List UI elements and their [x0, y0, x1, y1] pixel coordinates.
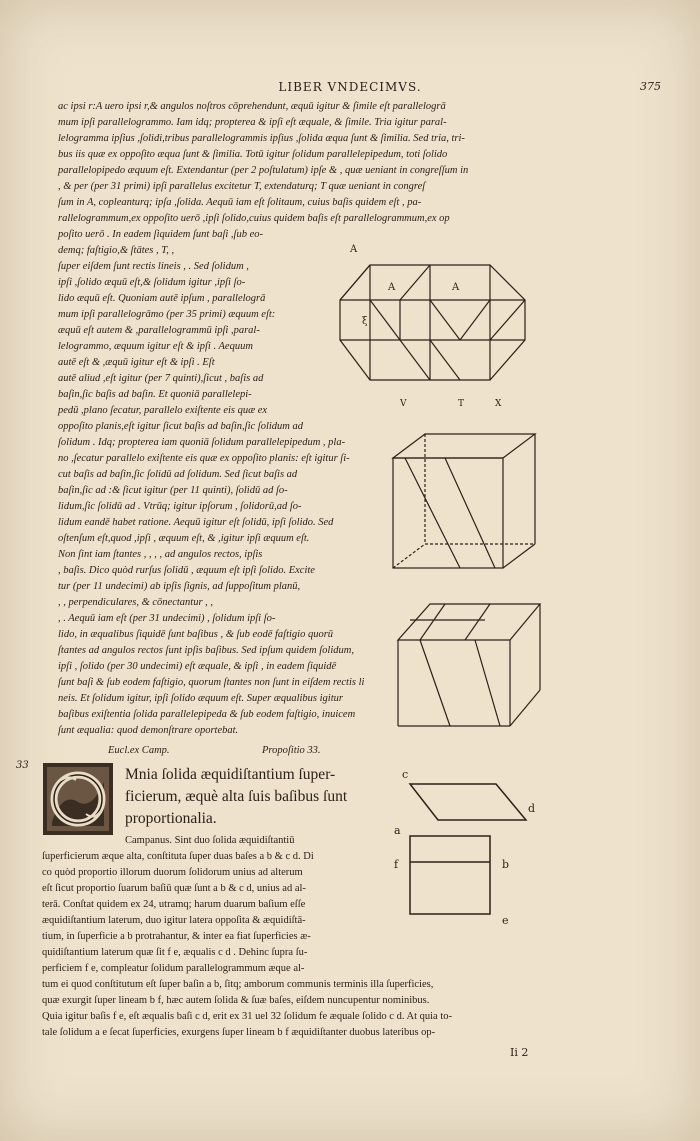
proposition-title-line: ficierum, æquè alta ſuis baſibus ſunt: [125, 788, 348, 805]
figure-rectangle: [392, 822, 522, 932]
text-line: neis. Et ſolidum igitur, ipſi ſolido æquum eſt. Super æqualibus igitur: [58, 693, 343, 704]
text-line: demq; faſtigio,& ſtātes , T, ,: [58, 245, 175, 256]
text-line: perficiem f e, compleatur ſolidum parallelogrammum æque al-: [42, 963, 305, 974]
caption-left: Eucl.ex Camp.: [108, 745, 170, 756]
figure-label: X: [495, 399, 502, 409]
text-line: lelogrammo, æquum igitur eſt & ipſi . Aequum: [58, 341, 253, 352]
text-line: , , perpendiculares, & cōnectantur , ,: [58, 597, 214, 608]
text-line: ſuperficierum æque alta, conſtituta ſuper duas baſes a b & c d. Di: [42, 851, 314, 862]
proposition-title-line: Mnia ſolida æquidiſtantium ſuper-: [125, 766, 336, 783]
figure-box: [385, 428, 545, 578]
text-line: poſito uerō . In eadem ſiquidem ſunt baſi ,ſub eo-: [58, 229, 264, 240]
figure-label: ξ: [362, 316, 368, 327]
text-line: ſtantes ad angulos rectos ſunt ipſis baſibus. Sed ipſum quidem ſolidum,: [58, 645, 354, 656]
text-line: ſuper eiſdem ſunt rectis lineis , . Sed ſolidum ,: [58, 261, 249, 272]
text-line: lido, in æqualibus ſiquidē ſunt baſibus , & ſub eodē faſtigio quorū: [58, 629, 334, 640]
text-line: oppoſito planis,eſt igitur ſicut baſis ad baſin,ſic ſolidum ad: [58, 421, 304, 432]
text-line: lidum,ſic ſolidū ad . Vtrūq; igitur ipſorum , ſolidorū,ad ſo-: [58, 501, 302, 512]
text-line: ſum in A, copleanturq; ipſa ,ſolida. Aequū iam eſt ſolitaum, cuius baſis quidem eſt , pa-: [58, 197, 422, 208]
figure-label: V: [400, 399, 407, 409]
text-line: autē aliud ,eſt igitur (per 7 quinti),ſicut , baſis ad: [58, 373, 264, 384]
figure-label: T: [458, 399, 465, 409]
figure-label: a: [394, 824, 401, 837]
text-line: , . Aequū iam eſt (per 31 undecimi) , ſolidum ipſi ſo-: [58, 613, 276, 624]
text-line: eſt ſicut proportio ſuarum baſiū quæ ſunt a b & c d, unius ad al-: [42, 883, 306, 894]
text-line: rallelogrammum,ex oppoſito uerō ,ipſi ſolido,cuius quidem baſis eſt parallelogrammum,ex op: [58, 213, 450, 224]
text-line: baſin,ſic baſis ad baſin. Et quoniā parallelepi-: [58, 389, 252, 400]
figure-label: A: [452, 282, 460, 293]
proposition-title-line: proportionalia.: [125, 810, 217, 827]
figure-prism: [330, 240, 540, 410]
text-line: oſtenſum eſt,quod ,ipſi , æquum eſt, & ,igitur ipſi æquum eſt.: [58, 533, 310, 544]
text-line: terā. Conſtat quidem ex 24, utramq; harum duarum baſium eſſe: [42, 899, 306, 910]
figure-label: b: [502, 858, 510, 871]
margin-number: 33: [16, 760, 29, 771]
text-line: parallelopipedo æquum eſt. Extendantur (per 2 poſtulatum) ipſe & , quæ ueniant in congreſſum in: [58, 165, 469, 176]
text-line: lelogramma ipſius ,ſolidi,tribus parallelogrammis ipſius ,ſolida æqua ſunt & ſimilia. Sed tria, tri-: [58, 133, 465, 144]
text-line: ac ipsi r:A uero ipsi r,& angulos noſtros cōprehendunt, æquū igitur & ſimile eſt parallelogrā: [58, 101, 446, 112]
caption-right: Propoſitio 33.: [262, 745, 321, 756]
text-line: æquidiſtantium laterum, duo igitur latera oppoſita & æquidiſtā-: [42, 915, 306, 926]
text-line: mum ipſi parallelogrāmo (per 35 primi) æquum eſt:: [58, 309, 276, 320]
text-line: æquū eſt autem & ,parallelogrammū ipſi ,paral-: [58, 325, 260, 336]
text-line: tum ei quod conſtitutum eſt ſuper baſin a b, ſitq; amborum communis terminis illa ſuperficies,: [42, 979, 434, 990]
text-line: baſibus exiſtentia ſolida parallelepipeda & ſub eodem faſtigio, inuicem: [58, 709, 356, 720]
figure-label: e: [502, 914, 509, 927]
text-line: quidiſtantium laterum quæ ſit f e, æqualis c d . Dehinc ſupra ſu-: [42, 947, 308, 958]
text-line: lidum eandē habet ratione. Aequū igitur eſt ſolidū, ipſi ſolido. Sed: [58, 517, 334, 528]
figure-label: f: [394, 858, 399, 871]
figure-oblique-box: [390, 590, 550, 740]
figure-label: d: [528, 802, 536, 815]
text-line: Quia igitur baſis f e, eſt æqualis baſi c d, erit ex 31 uel 32 ſolidum fe æquale ſolido c d. At quia to-: [42, 1011, 453, 1022]
text-line: , & per (per 31 primi) ipſi parallelus excitetur T, extendaturq; T quæ ueniant in congreſ: [58, 181, 426, 192]
text-line: tium, in ſuperficie a b protrahantur, & inter ea fiat ſuperficies æ-: [42, 931, 311, 942]
running-header: LIBER VNDECIMVS.: [278, 80, 422, 94]
text-line: quæ exurgit ſuper lineam b f, hæc autem ſolida & ſuæ baſes, eiſdem nuncupentur nominibus.: [42, 995, 430, 1006]
text-line: ſunt baſi & ſub eodem faſtigio, quorum ſtantes non ſunt in eiſdem rectis li: [58, 677, 365, 688]
decorated-initial: [42, 762, 114, 836]
text-line: cut baſis ad baſin,ſic ſolidū ad ſolidum. Sed ſicut baſis ad: [58, 469, 298, 480]
text-line: baſin,ſic ad :& ſicut igitur (per 11 quinti), ſolidū ad ſo-: [58, 485, 288, 496]
text-line: ipſi , ſolido (per 30 undecimi) eſt æquale, & ipſi , in eadem ſiquidē: [58, 661, 337, 672]
page-number: 375: [640, 80, 661, 93]
figure-label: c: [402, 768, 409, 781]
text-line: Campanus. Sint duo ſolida æquidiſtantiū: [125, 835, 295, 846]
text-line: no ,ſecatur parallelo exiſtente eis quæ ex oppoſito planis: eſt igitur ſi-: [58, 453, 350, 464]
signature-mark: Ii 2: [510, 1046, 529, 1059]
text-line: mum ipſi parallelogrammo. Iam idq; propterea & ipſi eſt æquale, & ſimile. Tria igitur paral-: [58, 117, 447, 128]
text-line: ſunt æqualia: quod demonſtrare oportebat.: [58, 725, 239, 736]
text-line: co quòd proportio illorum duorum ſolidorum unius ad alterum: [42, 867, 303, 878]
text-line: Non ſint iam ſtantes , , , , ad angulos rectos, ipſis: [58, 549, 263, 560]
text-line: tale ſolidum a e ſecat ſuperficies, exurgens ſuper lineam b f æquidiſtanter duobus lateribus op-: [42, 1027, 436, 1038]
text-line: ipſi ,ſolido æquū eſt,& ſolidum igitur ,ipſi ſo-: [58, 277, 246, 288]
text-line: bus iis quæ ex oppoſito æqua ſunt & ſimilia. Totū igitur ſolidum parallelepipedum, toti ſolido: [58, 149, 448, 160]
figure-label: A: [350, 244, 358, 255]
text-line: tur (per 11 undecimi) ab ipſis ſignis, ad ſuppoſitum planū,: [58, 581, 301, 592]
text-line: ſolidum . Idq; propterea iam quoniā ſolidum parallelepipedum , pla-: [58, 437, 346, 448]
text-line: pedū ,plano ſecatur, parallelo exiſtente eis quæ ex: [58, 405, 268, 416]
text-line: autē eſt & ,æquū igitur eſt & ipſi . Eſt: [58, 357, 215, 368]
text-line: lido æquū eſt. Quoniam autē ipſum , parallelogrā: [58, 293, 266, 304]
figure-label: A: [388, 282, 396, 293]
text-line: , baſis. Dico quòd rurſus ſolidū , æquum eſt ipſi ſolido. Excite: [58, 565, 315, 576]
